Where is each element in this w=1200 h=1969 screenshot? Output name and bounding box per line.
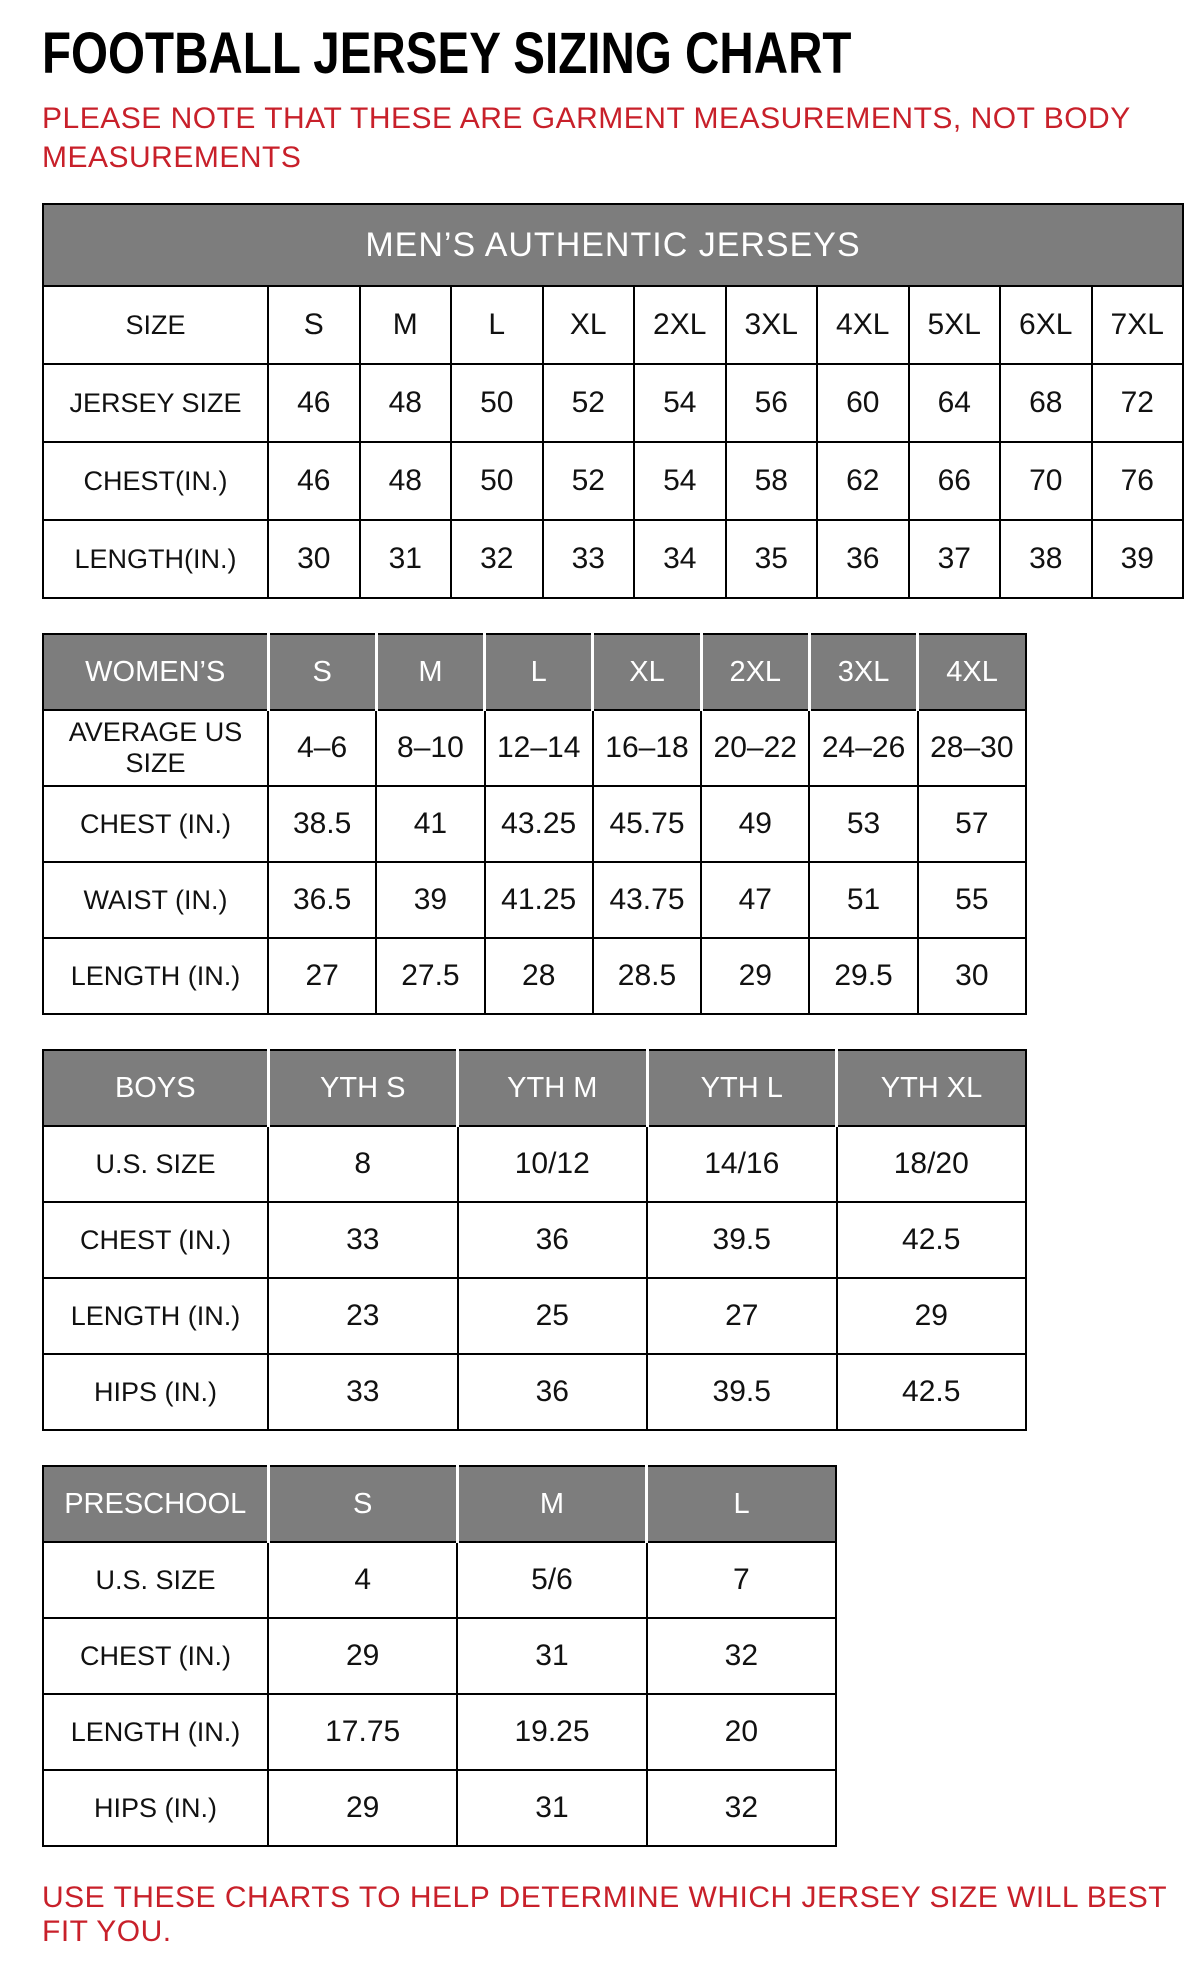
- value-cell: 43.75: [593, 862, 701, 938]
- row-label: HIPS (IN.): [43, 1770, 268, 1846]
- womens-header-cell: XL: [593, 634, 701, 710]
- value-cell: 70: [1000, 442, 1092, 520]
- mens-row: [43, 442, 1183, 520]
- value-cell: 48: [360, 442, 452, 520]
- value-cell: 49: [701, 786, 809, 862]
- value-cell: 32: [647, 1618, 836, 1694]
- row-label: LENGTH (IN.): [43, 938, 268, 1014]
- womens-header-cell: 2XL: [701, 634, 809, 710]
- row-label: CHEST(IN.): [43, 442, 268, 520]
- preschool-header-cell: M: [457, 1466, 646, 1542]
- preschool-row: [43, 1770, 836, 1846]
- value-cell: S: [268, 286, 360, 364]
- value-cell: 41: [376, 786, 484, 862]
- value-cell: 39.5: [647, 1354, 837, 1430]
- row-label: U.S. SIZE: [43, 1126, 268, 1202]
- mens-table-title: MEN’S AUTHENTIC JERSEYS: [43, 204, 1183, 286]
- value-cell: 29: [268, 1770, 457, 1846]
- value-cell: 27: [647, 1278, 837, 1354]
- value-cell: 39.5: [647, 1202, 837, 1278]
- value-cell: 46: [268, 364, 360, 442]
- value-cell: 30: [918, 938, 1026, 1014]
- value-cell: 27: [268, 938, 376, 1014]
- row-label: SIZE: [43, 286, 268, 364]
- value-cell: 27.5: [376, 938, 484, 1014]
- womens-sizing-table: [42, 633, 1027, 1015]
- value-cell: 19.25: [457, 1694, 646, 1770]
- value-cell: 45.75: [593, 786, 701, 862]
- value-cell: 54: [634, 364, 726, 442]
- value-cell: 60: [817, 364, 909, 442]
- value-cell: 14/16: [647, 1126, 837, 1202]
- value-cell: 25: [458, 1278, 648, 1354]
- value-cell: M: [360, 286, 452, 364]
- value-cell: 53: [809, 786, 917, 862]
- value-cell: 68: [1000, 364, 1092, 442]
- value-cell: 17.75: [268, 1694, 457, 1770]
- womens-header-row: [43, 634, 1026, 710]
- value-cell: 46: [268, 442, 360, 520]
- footer-note: USE THESE CHARTS TO HELP DETERMINE WHICH JERSEY SIZE WILL BEST FIT YOU.: [42, 1881, 1167, 1948]
- value-cell: 58: [726, 442, 818, 520]
- value-cell: 30: [268, 520, 360, 598]
- value-cell: 36: [458, 1202, 648, 1278]
- row-label: CHEST (IN.): [43, 786, 268, 862]
- value-cell: 20–22: [701, 710, 809, 786]
- row-label: LENGTH(IN.): [43, 520, 268, 598]
- boys-row: [43, 1202, 1026, 1278]
- value-cell: 16–18: [593, 710, 701, 786]
- value-cell: 31: [360, 520, 452, 598]
- value-cell: 42.5: [837, 1354, 1027, 1430]
- value-cell: 24–26: [809, 710, 917, 786]
- mens-row: [43, 364, 1183, 442]
- value-cell: 43.25: [485, 786, 593, 862]
- value-cell: 3XL: [726, 286, 818, 364]
- value-cell: 47: [701, 862, 809, 938]
- row-label: LENGTH (IN.): [43, 1278, 268, 1354]
- womens-row: [43, 710, 1026, 786]
- boys-row: [43, 1126, 1026, 1202]
- value-cell: 66: [909, 442, 1001, 520]
- value-cell: 29.5: [809, 938, 917, 1014]
- boys-row: [43, 1278, 1026, 1354]
- womens-header-cell: L: [485, 634, 593, 710]
- value-cell: 50: [451, 364, 543, 442]
- value-cell: 29: [268, 1618, 457, 1694]
- mens-authentic-jerseys-table: [42, 203, 1184, 599]
- womens-header-cell: 3XL: [809, 634, 917, 710]
- page-title: FOOTBALL JERSEY SIZING CHART: [42, 21, 852, 86]
- preschool-sizing-table: [42, 1465, 837, 1847]
- value-cell: 8: [268, 1126, 458, 1202]
- value-cell: 33: [268, 1202, 458, 1278]
- value-cell: 50: [451, 442, 543, 520]
- row-label: CHEST (IN.): [43, 1202, 268, 1278]
- row-label: LENGTH (IN.): [43, 1694, 268, 1770]
- value-cell: 31: [457, 1618, 646, 1694]
- value-cell: 39: [1092, 520, 1184, 598]
- mens-row: [43, 286, 1183, 364]
- value-cell: 39: [376, 862, 484, 938]
- preschool-header-row: [43, 1466, 836, 1542]
- row-label: CHEST (IN.): [43, 1618, 268, 1694]
- value-cell: 5XL: [909, 286, 1001, 364]
- value-cell: 28.5: [593, 938, 701, 1014]
- value-cell: 32: [647, 1770, 836, 1846]
- boys-header-cell: YTH XL: [837, 1050, 1027, 1126]
- value-cell: 72: [1092, 364, 1184, 442]
- value-cell: 54: [634, 442, 726, 520]
- value-cell: 64: [909, 364, 1001, 442]
- boys-row: [43, 1354, 1026, 1430]
- value-cell: 57: [918, 786, 1026, 862]
- value-cell: 52: [543, 364, 635, 442]
- value-cell: 51: [809, 862, 917, 938]
- mens-row: [43, 520, 1183, 598]
- value-cell: 37: [909, 520, 1001, 598]
- boys-header-cell: YTH L: [647, 1050, 837, 1126]
- value-cell: 38.5: [268, 786, 376, 862]
- preschool-header-cell: S: [268, 1466, 457, 1542]
- value-cell: 31: [457, 1770, 646, 1846]
- womens-row: [43, 862, 1026, 938]
- value-cell: 32: [451, 520, 543, 598]
- value-cell: L: [451, 286, 543, 364]
- womens-header-label: WOMEN’S: [43, 634, 268, 710]
- value-cell: 52: [543, 442, 635, 520]
- value-cell: 29: [837, 1278, 1027, 1354]
- preschool-row: [43, 1694, 836, 1770]
- row-label: JERSEY SIZE: [43, 364, 268, 442]
- value-cell: 35: [726, 520, 818, 598]
- row-label: HIPS (IN.): [43, 1354, 268, 1430]
- row-label: U.S. SIZE: [43, 1542, 268, 1618]
- value-cell: 12–14: [485, 710, 593, 786]
- value-cell: 41.25: [485, 862, 593, 938]
- preschool-header-label: PRESCHOOL: [43, 1466, 268, 1542]
- value-cell: 76: [1092, 442, 1184, 520]
- value-cell: 36: [817, 520, 909, 598]
- value-cell: 4XL: [817, 286, 909, 364]
- boys-header-cell: YTH S: [268, 1050, 458, 1126]
- preschool-row: [43, 1618, 836, 1694]
- measurement-note: PLEASE NOTE THAT THESE ARE GARMENT MEASUREMENTS, NOT BODY MEASUREMENTS: [42, 102, 1131, 174]
- value-cell: 33: [543, 520, 635, 598]
- value-cell: 8–10: [376, 710, 484, 786]
- value-cell: 33: [268, 1354, 458, 1430]
- value-cell: 10/12: [458, 1126, 648, 1202]
- womens-row: [43, 786, 1026, 862]
- boys-sizing-table: [42, 1049, 1027, 1431]
- value-cell: 62: [817, 442, 909, 520]
- value-cell: 42.5: [837, 1202, 1027, 1278]
- womens-header-cell: M: [376, 634, 484, 710]
- value-cell: 36.5: [268, 862, 376, 938]
- value-cell: 18/20: [837, 1126, 1027, 1202]
- value-cell: 34: [634, 520, 726, 598]
- boys-header-row: [43, 1050, 1026, 1126]
- value-cell: XL: [543, 286, 635, 364]
- value-cell: 48: [360, 364, 452, 442]
- value-cell: 28: [485, 938, 593, 1014]
- boys-header-label: BOYS: [43, 1050, 268, 1126]
- row-label: WAIST (IN.): [43, 862, 268, 938]
- value-cell: 4: [268, 1542, 457, 1618]
- boys-header-cell: YTH M: [458, 1050, 648, 1126]
- value-cell: 23: [268, 1278, 458, 1354]
- value-cell: 38: [1000, 520, 1092, 598]
- value-cell: 7: [647, 1542, 836, 1618]
- womens-header-cell: 4XL: [918, 634, 1026, 710]
- value-cell: 2XL: [634, 286, 726, 364]
- value-cell: 29: [701, 938, 809, 1014]
- mens-banner-row: [43, 204, 1183, 286]
- preschool-header-cell: L: [647, 1466, 836, 1542]
- preschool-row: [43, 1542, 836, 1618]
- value-cell: 5/6: [457, 1542, 646, 1618]
- value-cell: 6XL: [1000, 286, 1092, 364]
- row-label: AVERAGE US SIZE: [43, 710, 268, 786]
- womens-header-cell: S: [268, 634, 376, 710]
- value-cell: 7XL: [1092, 286, 1184, 364]
- value-cell: 20: [647, 1694, 836, 1770]
- value-cell: 28–30: [918, 710, 1026, 786]
- womens-row: [43, 938, 1026, 1014]
- value-cell: 55: [918, 862, 1026, 938]
- value-cell: 4–6: [268, 710, 376, 786]
- value-cell: 36: [458, 1354, 648, 1430]
- value-cell: 56: [726, 364, 818, 442]
